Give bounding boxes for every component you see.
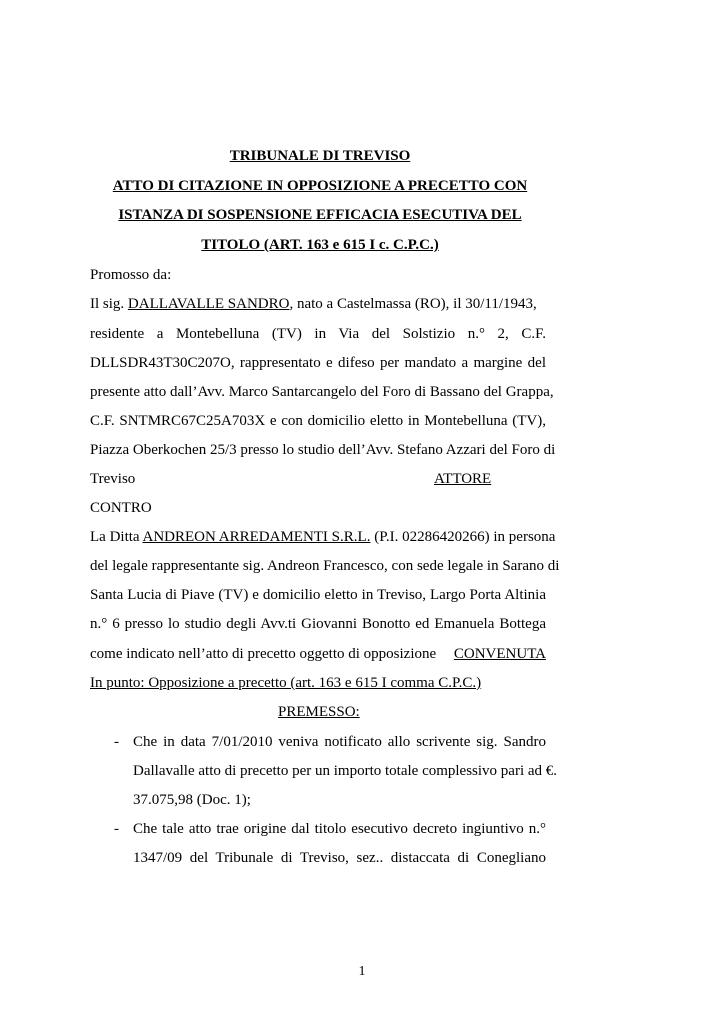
- attore-line-3: DLLSDR43T30C207O, rappresentato e difeso per mandato a margine del: [90, 355, 546, 371]
- attore-name: DALLAVALLE SANDRO: [127, 296, 290, 312]
- premesso-label: PREMESSO:: [278, 704, 360, 720]
- list-item-line: Che tale atto trae origine dal titolo esecutivo decreto ingiuntivo n.°: [133, 821, 546, 837]
- convenuta-line-2: del legale rappresentante sig. Andreon Francesco, con sede legale in Sarano di: [90, 558, 560, 574]
- act-title-line-2: ISTANZA DI SOSPENSIONE EFFICACIA ESECUTIVA DEL: [118, 207, 522, 223]
- attore-intro: Il sig.: [90, 296, 125, 312]
- attore-details: , nato a Castelmassa (RO), il 30/11/1943,: [289, 296, 537, 312]
- list-item-line: Che in data 7/01/2010 veniva notificato allo scrivente sig. Sandro: [133, 734, 546, 750]
- convenuta-details: (P.I. 02286420266) in persona: [374, 529, 556, 545]
- list-dash: -: [114, 734, 119, 750]
- contro-label: CONTRO: [90, 500, 152, 516]
- promosso-label: Promosso da:: [90, 267, 172, 283]
- attore-line-5: C.F. SNTMRC67C25A703X e con domicilio eletto in Montebelluna (TV),: [90, 413, 546, 429]
- attore-line-2: residente a Montebelluna (TV) in Via del Solstizio n.° 2, C.F.: [90, 326, 546, 342]
- attore-role: ATTORE: [434, 471, 492, 487]
- act-title-line-3: TITOLO (ART. 163 e 615 I c. C.P.C.): [201, 237, 439, 253]
- attore-line-4: presente atto dall’Avv. Marco Santarcangelo del Foro di Bassano del Grappa,: [90, 384, 554, 400]
- attore-line-1: [90, 295, 546, 313]
- list-item-line: Dallavalle atto di precetto per un importo totale complessivo pari ad €.: [133, 763, 558, 779]
- convenuta-intro: La Ditta: [90, 529, 140, 545]
- list-dash: -: [114, 821, 119, 837]
- in-punto: In punto: Opposizione a precetto (art. 163 e 615 I comma C.P.C.): [90, 675, 482, 691]
- convenuta-name: ANDREON ARREDAMENTI S.R.L.: [142, 529, 371, 545]
- attore-city: Treviso: [90, 471, 136, 487]
- convenuta-line-5: [90, 645, 546, 663]
- act-title-line-1: ATTO DI CITAZIONE IN OPPOSIZIONE A PRECETTO CON: [112, 178, 528, 194]
- convenuta-line-1: [90, 528, 556, 546]
- list-item-line: 37.075,98 (Doc. 1);: [133, 792, 251, 808]
- convenuta-line-3: Santa Lucia di Piave (TV) e domicilio eletto in Treviso, Largo Porta Altinia: [90, 587, 546, 603]
- attore-line-6: Piazza Oberkochen 25/3 presso lo studio dell’Avv. Stefano Azzari del Foro di: [90, 442, 556, 458]
- attore-line-7: [90, 470, 546, 488]
- convenuta-ref: come indicato nell’atto di precetto oggetto di opposizione: [90, 646, 437, 662]
- list-item-line: 1347/09 del Tribunale di Treviso, sez.. distaccata di Conegliano: [133, 850, 546, 866]
- court-heading: TRIBUNALE DI TREVISO: [229, 148, 411, 164]
- convenuta-role: CONVENUTA: [453, 646, 546, 662]
- page-number: 1: [358, 964, 366, 979]
- convenuta-line-4: n.° 6 presso lo studio degli Avv.ti Giovanni Bonotto ed Emanuela Bottega: [90, 616, 546, 632]
